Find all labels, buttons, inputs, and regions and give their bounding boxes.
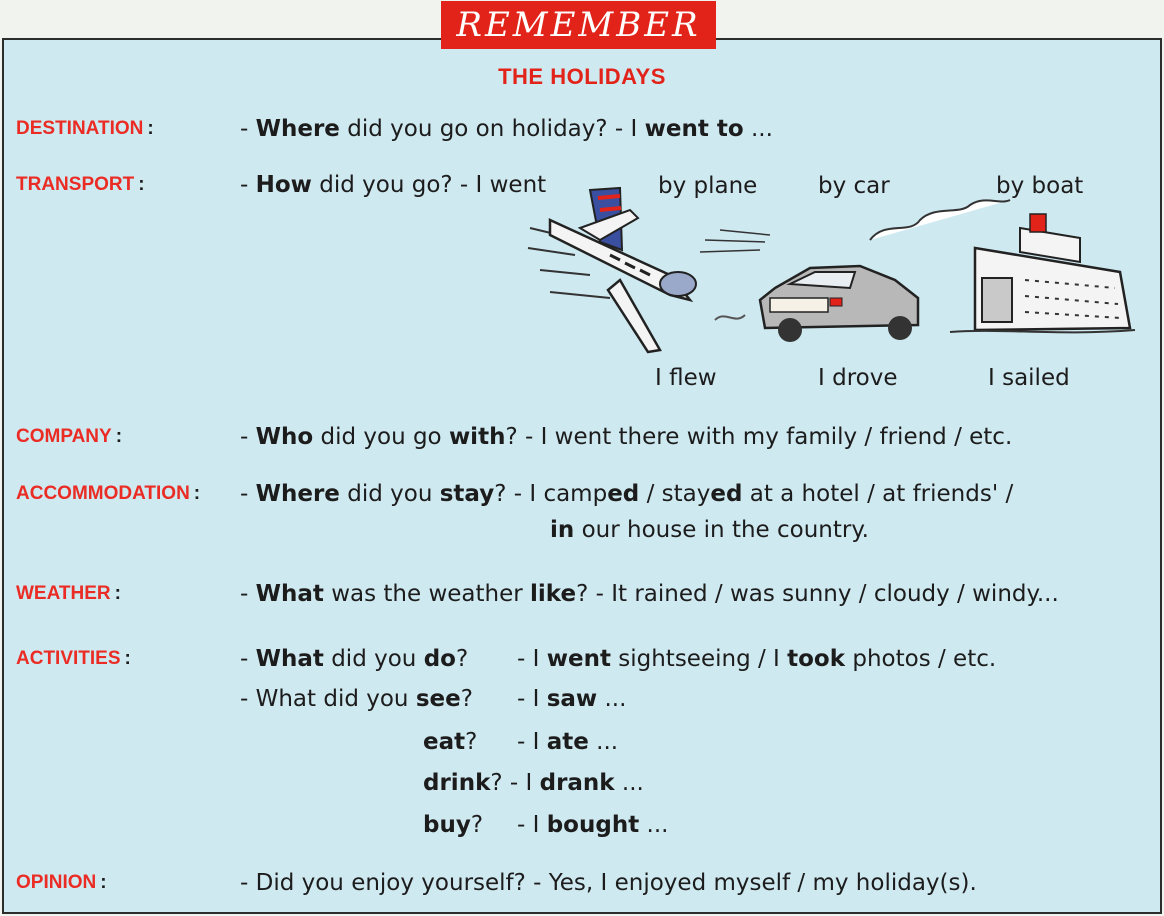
transport-illustration [520, 180, 1140, 360]
company-sentence [240, 424, 1012, 450]
activities-a2 [517, 686, 626, 712]
keyword: drink [423, 770, 491, 796]
text: did you go? - I went [311, 172, 547, 198]
text: at a hotel / at friends' / [742, 481, 1014, 507]
weather-label-text: WEATHER [16, 583, 111, 604]
suffix: ed [607, 481, 640, 507]
text: ... [614, 770, 644, 796]
i-drove-caption: I drove [818, 365, 898, 391]
destination-label [16, 118, 154, 140]
accommodation-label-text: ACCOMMODATION [16, 483, 190, 504]
text: ? [465, 729, 478, 755]
text: - I [517, 812, 547, 838]
activities-q3 [423, 729, 477, 755]
activities-label-text: ACTIVITIES [16, 648, 121, 669]
keyword: What [255, 581, 324, 607]
activities-q1 [240, 646, 468, 672]
text: ... [588, 729, 619, 755]
accommodation-label [16, 483, 200, 505]
keyword: like [530, 581, 577, 607]
text: - I [517, 729, 547, 755]
transport-label [16, 174, 145, 196]
dash: - [240, 581, 256, 607]
dash: - [240, 646, 256, 672]
keyword: took [787, 646, 846, 672]
text: ? - I went there with my family / friend / etc. [505, 424, 1013, 450]
keyword: Where [255, 116, 340, 142]
dash: - [240, 481, 256, 507]
activities-a5 [517, 812, 668, 838]
keyword: ate [546, 729, 589, 755]
colon: : [147, 118, 154, 139]
colon: : [100, 872, 107, 893]
i-sailed-caption: I sailed [988, 365, 1070, 391]
keyword: stay [439, 481, 495, 507]
activities-q2 [240, 686, 473, 712]
text: photos / etc. [845, 646, 997, 672]
keyword: went [546, 646, 611, 672]
company-label-text: COMPANY [16, 426, 112, 447]
company-label [16, 426, 122, 448]
text: ? [490, 770, 503, 796]
dash: - [240, 116, 256, 142]
text: did you go on holiday? [339, 116, 608, 142]
colon: : [124, 648, 131, 669]
opinion-label [16, 872, 107, 894]
car-icon [700, 230, 918, 342]
text: / stay [639, 481, 711, 507]
activities-q5 [423, 812, 483, 838]
dash: - [240, 172, 256, 198]
by-car-caption: by car [818, 173, 890, 199]
keyword: see [415, 686, 461, 712]
text: did you [339, 481, 440, 507]
keyword: What [255, 646, 324, 672]
text: ? [455, 646, 469, 672]
keyword: eat [423, 729, 466, 755]
text: ? [470, 812, 484, 838]
keyword: saw [546, 686, 598, 712]
text: ? - I camp [494, 481, 608, 507]
keyword: How [255, 172, 312, 198]
keyword: do [423, 646, 456, 672]
keyword: Where [255, 481, 340, 507]
weather-label [16, 583, 121, 605]
transport-label-text: TRANSPORT [16, 174, 135, 195]
colon: : [138, 174, 145, 195]
accommodation-sentence [240, 481, 1013, 507]
suffix: ed [710, 481, 743, 507]
colon: : [114, 583, 121, 604]
text: ? [460, 686, 473, 712]
activities-a3 [517, 729, 618, 755]
i-flew-caption: I flew [655, 365, 717, 391]
keyword: in [550, 517, 575, 543]
colon: : [193, 483, 201, 504]
dash: - [240, 424, 256, 450]
weather-sentence [240, 581, 1059, 607]
activities-a1 [517, 646, 996, 672]
opinion-label-text: OPINION [16, 872, 97, 893]
keyword: went to [644, 116, 744, 142]
keyword: bought [546, 812, 640, 838]
remember-banner: REMEMBER [441, 1, 716, 49]
text: ... [597, 686, 627, 712]
keyword: drank [539, 770, 615, 796]
airplane-icon [528, 188, 696, 352]
colon: : [115, 426, 123, 447]
text: did you go [313, 424, 449, 450]
text: was the weather [323, 581, 531, 607]
text: our house in the country. [574, 517, 869, 543]
text: did you [323, 646, 424, 672]
opinion-sentence: - Did you enjoy yourself? - Yes, I enjoyed myself / my holiday(s). [240, 870, 977, 896]
keyword: Who [255, 424, 314, 450]
text: ? - It rained / was sunny / cloudy / windy... [576, 581, 1059, 607]
text: ... [639, 812, 669, 838]
text: - I [517, 646, 547, 672]
text: - What did you [240, 686, 416, 712]
text: - I [502, 770, 540, 796]
text: - I [607, 116, 645, 142]
transport-sentence [240, 172, 546, 198]
text: sightseeing / I [610, 646, 788, 672]
destination-label-text: DESTINATION [16, 118, 144, 139]
by-boat-caption: by boat [996, 173, 1084, 199]
keyword: with [448, 424, 506, 450]
by-plane-caption: by plane [658, 173, 758, 199]
activities-label [16, 648, 131, 670]
page-title: THE HOLIDAYS [498, 64, 666, 89]
activities-q4 [423, 770, 644, 796]
text: - I [517, 686, 547, 712]
destination-sentence [240, 116, 773, 142]
keyword: buy [423, 812, 471, 838]
text: ... [743, 116, 773, 142]
accommodation-line2 [550, 517, 869, 543]
